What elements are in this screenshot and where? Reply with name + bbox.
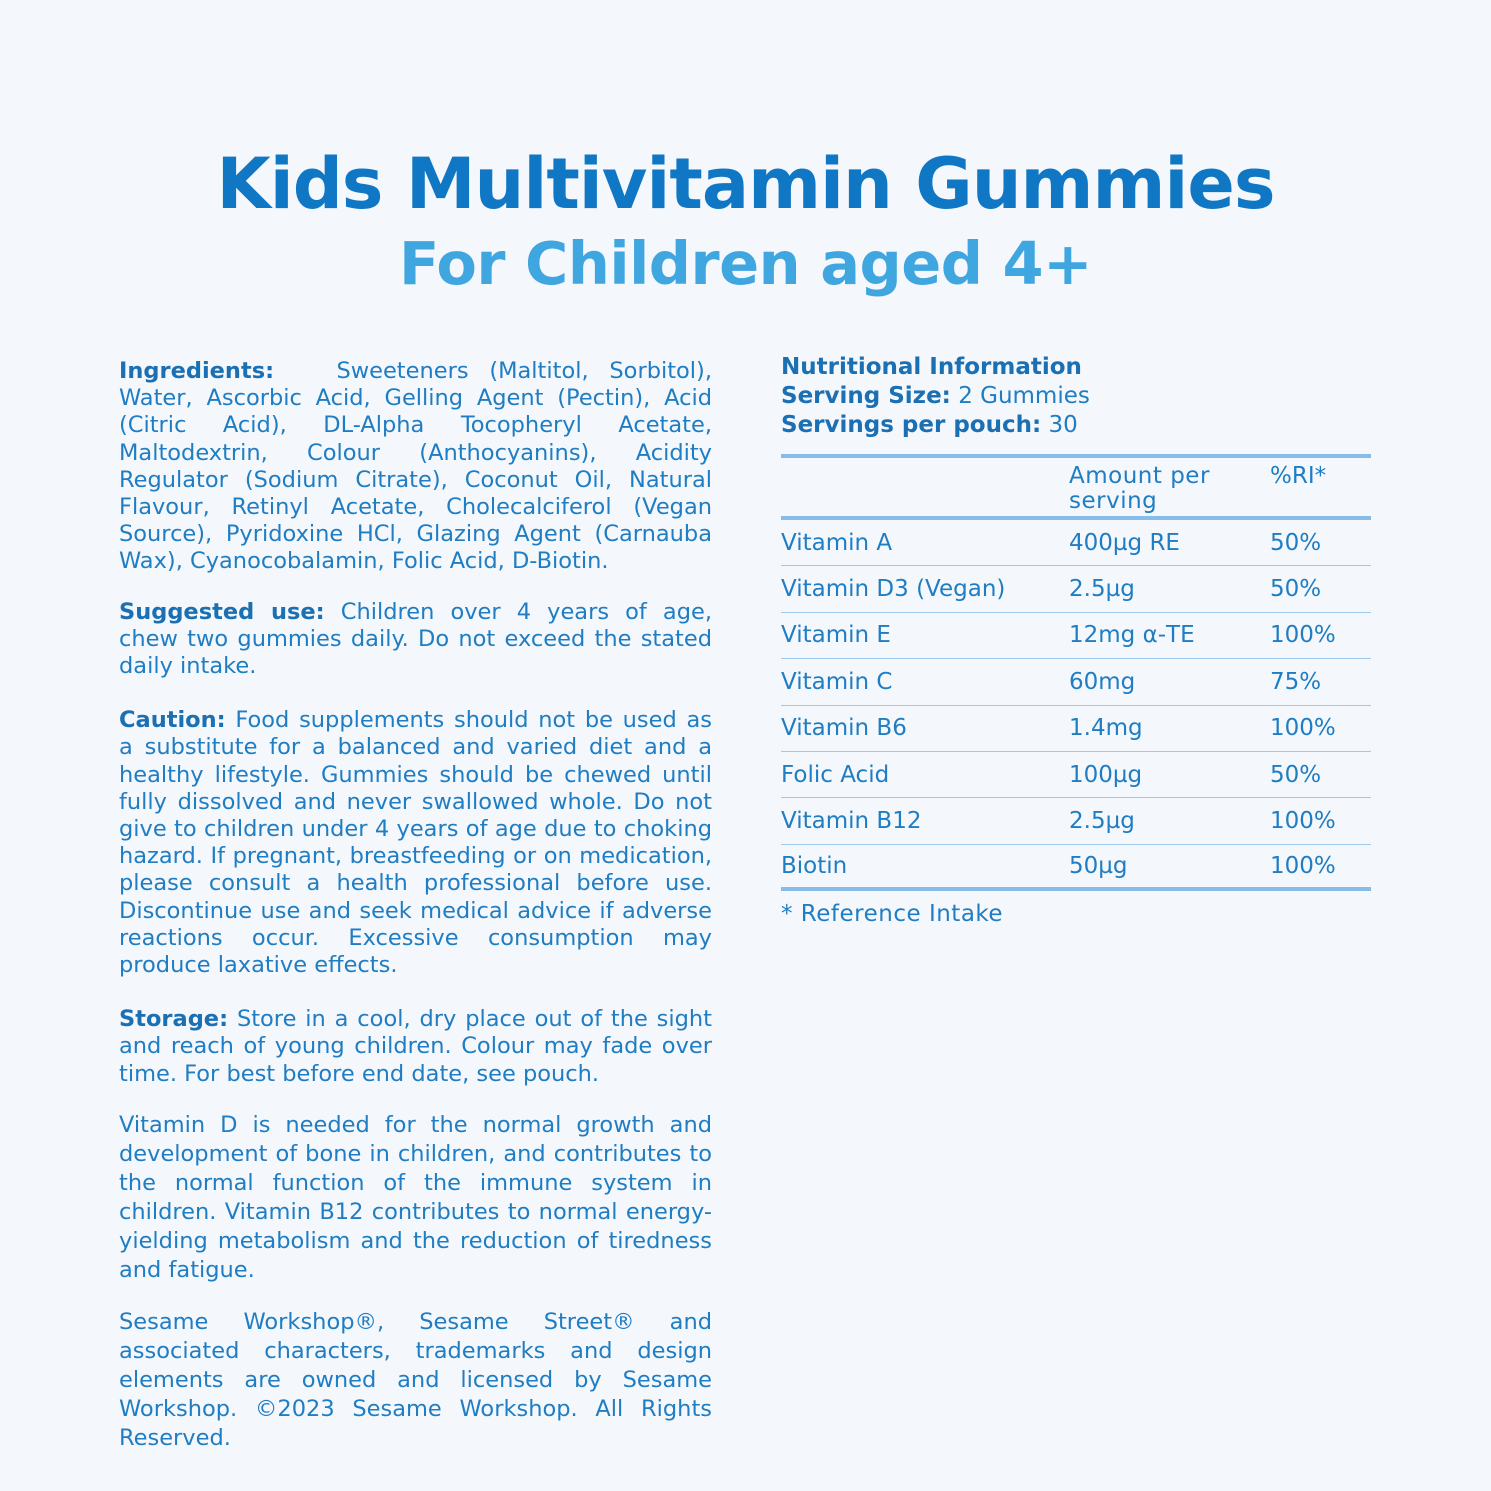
serving-size-label: Serving Size:	[781, 383, 951, 409]
nutrient-ri: 75%	[1270, 668, 1322, 695]
nutrient-name: Biotin	[781, 852, 848, 879]
ingredients-label: Ingredients:	[119, 358, 275, 384]
nutrient-amount: 50µg	[1069, 852, 1128, 879]
nutrient-name: Vitamin C	[781, 668, 893, 695]
nutrition-title: Nutritional Information	[781, 354, 1082, 380]
nutrient-name: Vitamin D3 (Vegan)	[781, 576, 1006, 603]
storage-label: Storage:	[119, 1006, 229, 1033]
suggested-use-paragraph	[119, 599, 712, 681]
nutrition-table	[781, 454, 1371, 891]
caution-text: Food supplements should not be used as a substitute for a balanced and varied diet and a healthy lifestyle. Gummies should be chewed until fully dissolved and never swallowed whole. Do not give to children under 4 years of age due to choking hazard. If pregnant, breastfeeding or on medication, please consult a health professional before use. Discontinue use and seek medical advice if adverse reactions occur. Excessive consumption may produce laxative effects.	[119, 707, 712, 979]
product-subtitle: For Children aged 4+	[398, 229, 1093, 298]
nutrient-ri: 50%	[1270, 761, 1322, 788]
nutrient-amount: 12mg α-TE	[1069, 622, 1195, 649]
caution-paragraph	[119, 707, 712, 979]
nutrient-amount: 2.5µg	[1069, 808, 1135, 835]
nutrient-ri: 50%	[1270, 529, 1322, 556]
table-row	[781, 613, 1371, 659]
nutrient-ri: 50%	[1270, 576, 1322, 603]
suggested-use-label: Suggested use:	[119, 598, 325, 625]
storage-paragraph	[119, 1006, 712, 1088]
header-nutrient-column	[781, 464, 1069, 516]
nutrient-name: Vitamin B6	[781, 715, 907, 742]
suggested-use-text: Children over 4 years of age, chew two gummies daily. Do not exceed the stated daily intake.	[119, 598, 712, 680]
nutrient-ri: 100%	[1270, 808, 1336, 835]
nutrition-table-header	[781, 458, 1371, 520]
nutrient-name: Folic Acid	[781, 761, 890, 788]
serving-size-value: 2 Gummies	[958, 383, 1090, 409]
trademark-paragraph: Sesame Workshop®, Sesame Street® and associated characters, trademarks and design elements are owned and licensed by Sesame Workshop. ©2023 Sesame Workshop. All Rights Reserved.	[119, 1308, 712, 1451]
table-row	[781, 566, 1371, 612]
ingredients-paragraph	[119, 358, 712, 576]
product-details	[119, 358, 712, 1476]
nutrition-panel	[781, 352, 1371, 927]
reference-intake-footnote: * Reference Intake	[781, 901, 1004, 928]
servings-per-pouch-value: 30	[1048, 412, 1078, 438]
nutrient-amount: 400µg RE	[1069, 529, 1180, 556]
nutrient-ri: 100%	[1270, 852, 1336, 879]
caution-label: Caution:	[119, 707, 226, 734]
nutrient-name: Vitamin A	[781, 529, 893, 556]
nutrient-name: Vitamin E	[781, 622, 891, 649]
table-row	[781, 706, 1371, 752]
nutrient-amount: 1.4mg	[1069, 715, 1143, 742]
nutrient-amount: 100µg	[1069, 761, 1143, 788]
nutrient-ri: 100%	[1270, 622, 1336, 649]
table-row	[781, 520, 1371, 566]
nutrient-amount: 60mg	[1069, 668, 1136, 695]
servings-per-pouch-line	[781, 411, 1371, 440]
table-row	[781, 798, 1371, 844]
health-claims-paragraph: Vitamin D is needed for the normal growth and development of bone in children, and contributes to the normal function of the immune system in children. Vitamin B12 contributes to normal energy-yielding metabolism and the reduction of tiredness and fatigue.	[119, 1111, 712, 1283]
nutrient-name: Vitamin B12	[781, 808, 922, 835]
product-title: Kids Multivitamin Gummies	[216, 143, 1275, 225]
table-row	[781, 752, 1371, 798]
nutrient-ri: 100%	[1270, 715, 1336, 742]
nutrient-amount: 2.5µg	[1069, 576, 1135, 603]
ingredients-text: Sweeteners (Maltitol, Sorbitol), Water, Ascorbic Acid, Gelling Agent (Pectin), Acid (Citric Acid), DL-Alpha Tocopheryl Acetate, Maltodextrin, Colour (Anthocyanins), Acidity Regulator (Sodium Citrate), Coconut Oil, Natural Flavour, Retinyl Acetate, Cholecalciferol (Vegan Source), Pyridoxine HCl, Glazing Agent (Carnauba Wax), Cyanocobalamin, Folic Acid, D-Biotin.	[119, 358, 712, 575]
servings-per-pouch-label: Servings per pouch:	[781, 412, 1042, 438]
storage-text: Store in a cool, dry place out of the sight and reach of young children. Colour may fade over time. For best before end date, see pouch.	[119, 1006, 713, 1087]
header-ri: %RI*	[1270, 463, 1327, 489]
header-amount-per-serving: Amount per serving	[1069, 463, 1210, 514]
serving-size-line	[781, 382, 1371, 411]
table-row	[781, 845, 1371, 891]
table-row	[781, 659, 1371, 705]
